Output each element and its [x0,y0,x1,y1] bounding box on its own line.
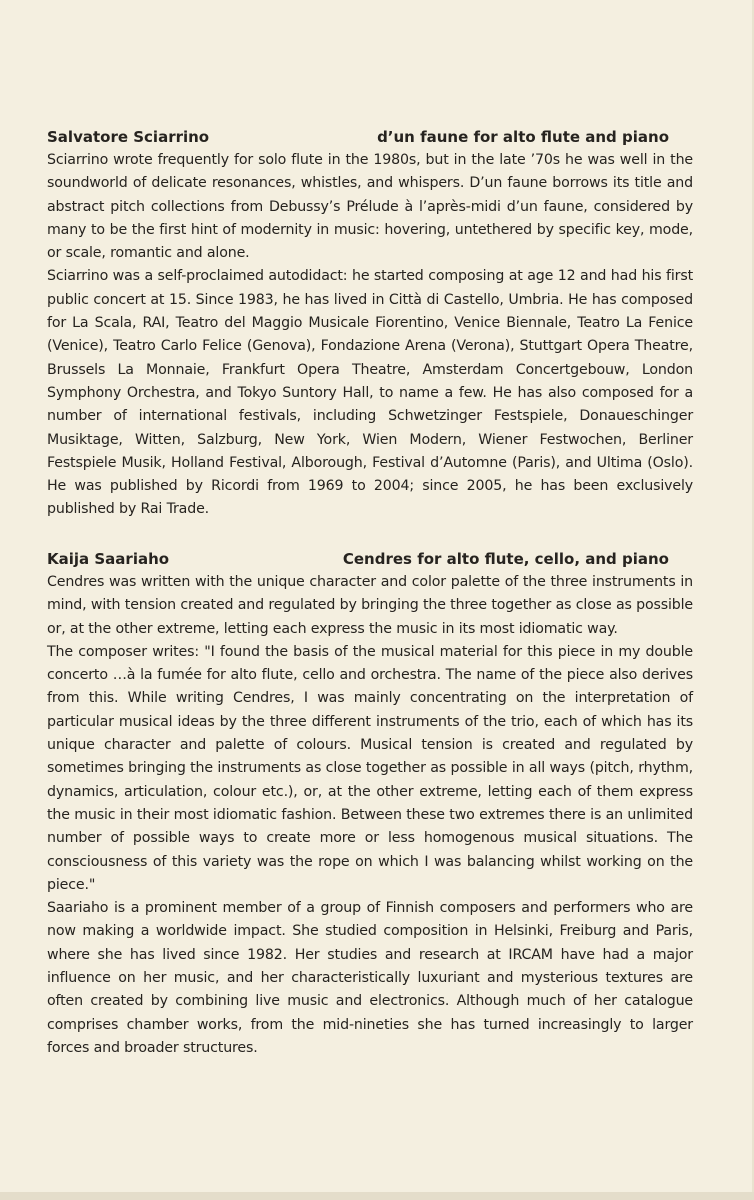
program-note-sciarrino [47,125,693,522]
work-title: Cendres for alto flute, cello, and piano [342,550,669,568]
paragraph: Saariaho is a prominent member of a group of Finnish composers and performers who are now making a worldwide impact. She studied composition in Helsinki, Freiburg and Paris, where she has lived since 1982. Her studies and research at IRCAM have had a major influence on her music, and her characteristically luxuriant and mysterious textures are often created by combining live music and electronics. Although much of her catalogue comprises chamber works, from the mid-nineties she has turned increasingly to larger forces and broader structures. [47,900,693,1056]
paragraph: Cendres was written with the unique character and color palette of the three instruments in mind, with tension created and regulated by bringing the three together as close as possible or, at the other extreme, letting each express the music in its most idiomatic way. [47,574,693,637]
program-note-saariaho [47,547,693,1060]
section-heading [47,125,693,149]
work-title: d’un faune for alto flute and piano [377,128,669,146]
composer-name: Kaija Saariaho [47,550,170,568]
paragraph: The composer writes: "I found the basis of the musical material for this piece in my double concerto …à la fumée for alto flute, cello and orchestra. The name of the piece also derives from this. While writing Cendres, I was mainly concentrating on the interpretation of particular musical ideas by the three different instruments of the trio, each of which has its unique character and palette of colours. Musical tension is created and regulated by sometimes bringing the instruments as close together as possible in all ways (pitch, rhythm, dynamics, articulation, colour etc.), or, at the other extreme, letting each of them express the music in their most idiomatic fashion. Between these two extremes there is an unlimited number of possible ways to create more or less homogenous musical situations. The consciousness of this variety was the rope on which I was balancing whilst working on the piece." [47,643,693,893]
page-edge [0,1192,754,1200]
composer-name: Salvatore Sciarrino [47,128,210,146]
section-heading [47,547,693,571]
paragraph: Sciarrino wrote frequently for solo flute in the 1980s, but in the late ’70s he was well in the soundworld of delicate resonances, whistles, and whispers. D’un faune borrows its title and abstract pitch collections from Debussy’s Prélude à l’après-midi d’un faune, considered by many to be the first hint of modernity in music: hovering, untethered by specific key, mode, or scale, romantic and alone. [47,152,693,262]
paragraph: Sciarrino was a self-proclaimed autodidact: he started composing at age 12 and had his first public concert at 15. Since 1983, he has lived in Città di Castello, Umbria. He has composed for La Scala, RAI, Teatro del Maggio Musicale Fiorentino, Venice Biennale, Teatro La Fenice (Venice), Teatro Carlo Felice (Genova), Fondazione Arena (Verona), Stuttgart Opera Theatre, Brussels La Monnaie, Frankfurt Opera Theatre, Amsterdam Concertgebouw, London Symphony Orchestra, and Tokyo Suntory Hall, to name a few. He has also composed for a number of international festivals, including Schwetzinger Festspiele, Donaueschinger Musiktage, Witten, Salzburg, New York, Wien Modern, Wiener Festwochen, Berliner Festspiele Musik, Holland Festival, Alborough, Festival d’Automne (Paris), and Ultima (Oslo). He was published by Ricordi from 1969 to 2004; since 2005, he has been exclusively published by Rai Trade. [47,268,693,518]
